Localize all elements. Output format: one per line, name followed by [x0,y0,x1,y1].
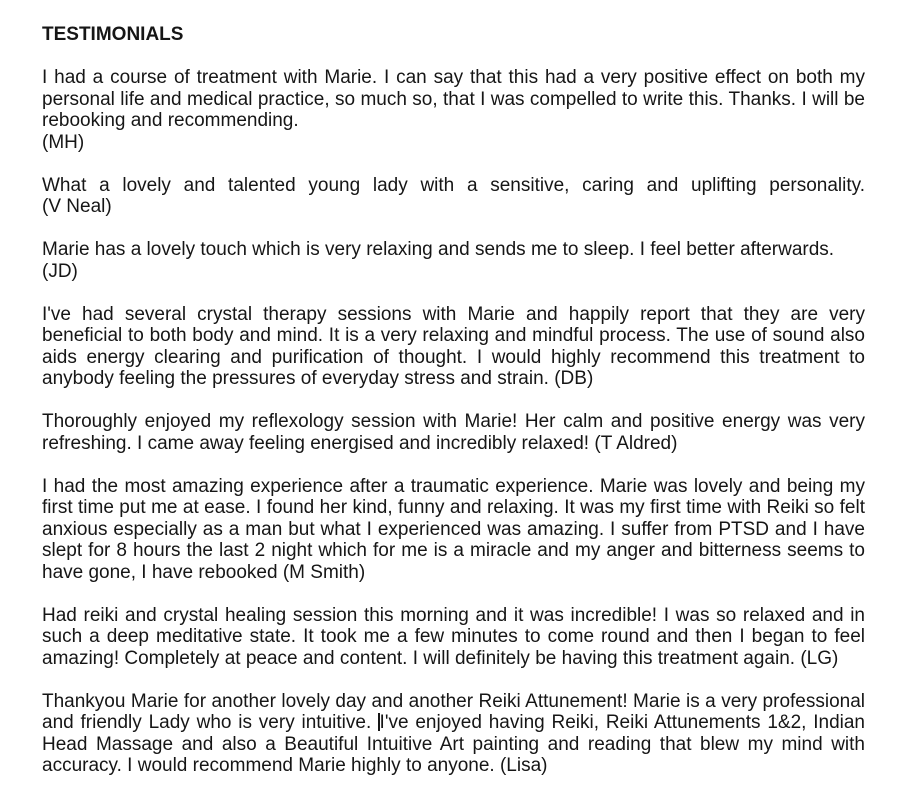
testimonial-block [42,476,865,584]
testimonial-block [42,605,865,670]
testimonial-quote [42,476,865,584]
testimonial-text: I had the most amazing experience after a traumatic experience. Marie was lovely and being my first time put me at ease. I found her kind, funny and relaxing. It was my first time with Reiki so felt anxious especially as a man but what I experienced was amazing. I suffer from PTSD and I have slept for 8 hours the last 2 night which for me is a miracle and my anger and bitterness seems to have gone, I have rebooked [42,475,865,583]
testimonial-text: I've had several crystal therapy sessions with Marie and happily report that they are very beneficial to both body and mind. It is a very relaxing and mindful process. The use of sound also aids energy clearing and purification of thought. I would highly recommend this treatment to anybody feeling the pressures of everyday stress and strain. [42,303,865,389]
testimonial-block [42,239,865,282]
testimonial-quote [42,691,865,777]
testimonial-block [42,411,865,454]
testimonial-attribution: (T Aldred) [594,432,678,454]
testimonial-quote: I had a course of treatment with Marie. I can say that this had a very positive effect on both my personal life and medical practice, so much so, that I was compelled to write this. Thanks. I will be rebooking and recommending. [42,67,865,131]
testimonial-text: Thankyou Marie for another lovely day and another Reiki Attunement! Marie is a very professional and friendly Lady who is very intuitive. [42,690,865,733]
testimonial-quote [42,411,865,454]
testimonial-text: Thoroughly enjoyed my reflexology session with Marie! Her calm and positive energy was very refreshing. I came away feeling energised and incredibly relaxed! [42,411,865,454]
testimonial-text: I've enjoyed having Reiki, Reiki Attunements 1&2, Indian Head Massage and also a Beautiful Intuitive Art painting and reading that blew my mind with accuracy. I would recommend Marie highly to anyone. [42,712,865,776]
testimonial-quote: What a lovely and talented young lady with a sensitive, caring and uplifting personality. [42,174,865,196]
testimonial-block [42,67,865,153]
testimonial-attribution: (MH) [42,131,85,153]
testimonial-attribution: (DB) [554,368,594,389]
testimonial-attribution: (JD) [42,260,78,282]
testimonial-text: Had reiki and crystal healing session this morning and it was incredible! I was so relaxed and in such a deep meditative state. It took me a few minutes to come round and then I began to feel amazing! Completely at peace and content. I will definitely be having this treatment again. [42,604,865,669]
testimonial-quote: Marie has a lovely touch which is very relaxing and sends me to sleep. I feel better afterwards. [42,239,835,260]
page-title: TESTIMONIALS [42,24,184,45]
testimonial-quote [42,605,865,670]
testimonial-block [42,175,865,218]
testimonial-attribution: (M Smith) [282,561,366,583]
testimonial-attribution: (V Neal) [42,196,112,217]
testimonial-quote [42,304,865,390]
testimonial-attribution: (Lisa) [499,755,548,776]
testimonial-attribution: (LG) [800,647,839,669]
testimonial-block [42,304,865,390]
testimonial-block [42,691,865,777]
